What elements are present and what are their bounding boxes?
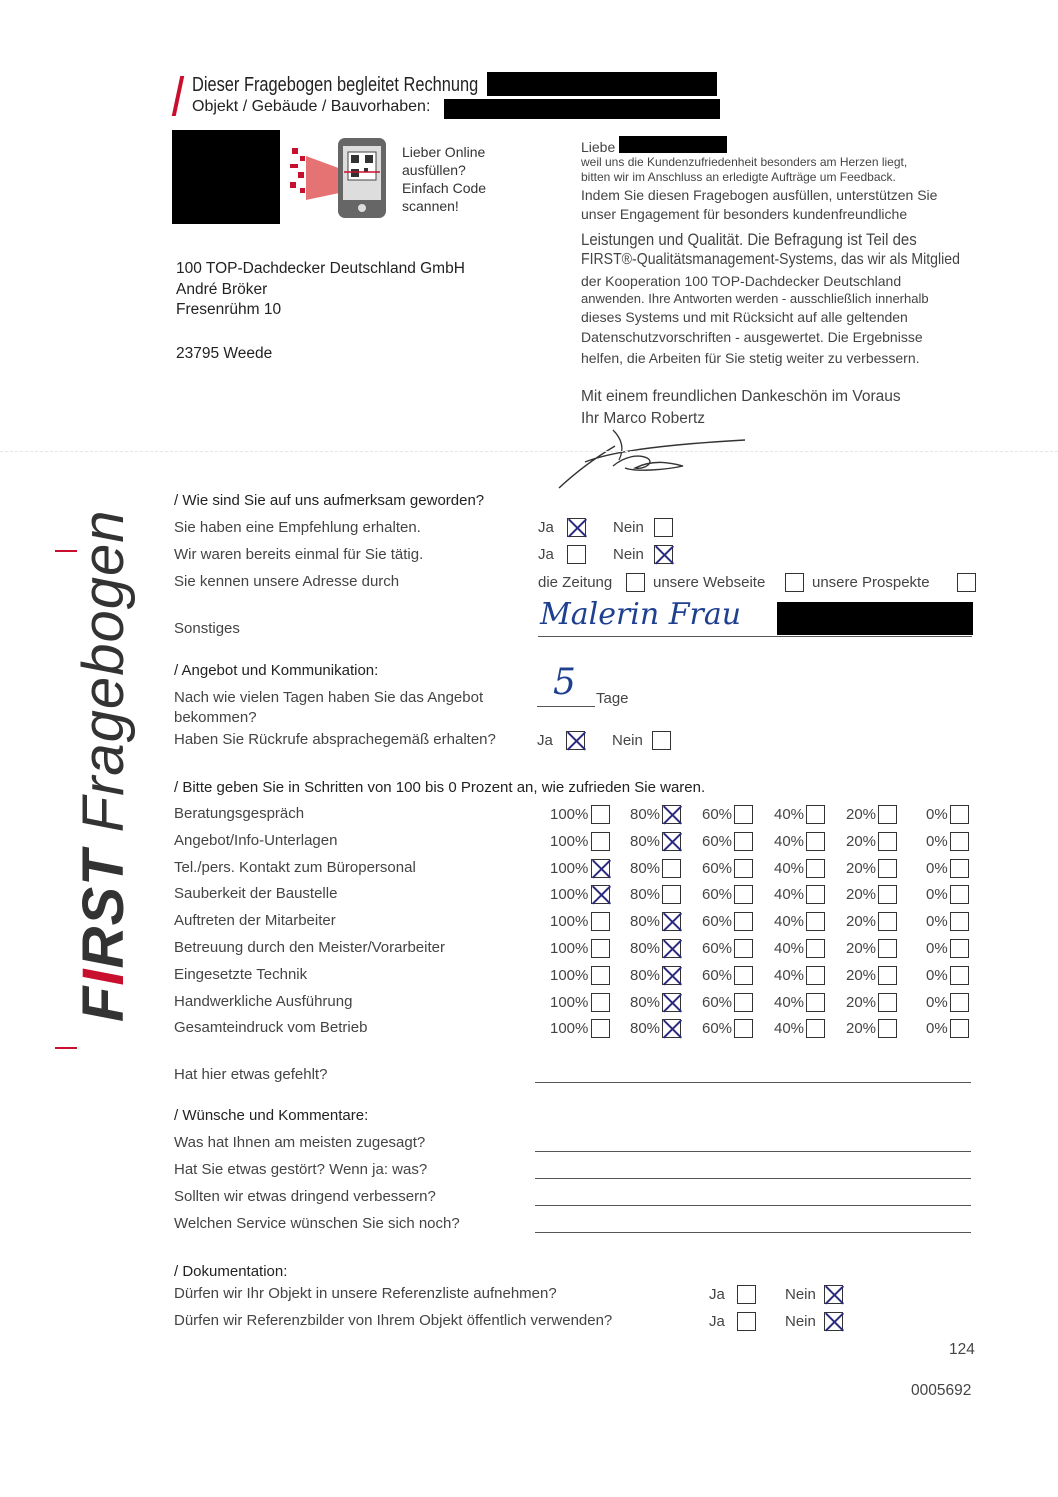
improve-input-line[interactable] — [535, 1205, 971, 1206]
percent-label: 20% — [846, 1020, 877, 1037]
percent-label: 80% — [630, 886, 661, 903]
satisfaction-checkbox[interactable] — [950, 885, 969, 904]
satisfaction-checkbox[interactable] — [591, 859, 610, 878]
address-street: Fresenrühm 10 — [176, 301, 282, 318]
percent-label: 100% — [550, 994, 589, 1011]
sonstiges-handwritten-value: Malerin Frau — [540, 597, 742, 632]
percent-label: 20% — [846, 940, 877, 957]
offer-days-unit: Tage — [596, 690, 629, 707]
letter-line: der Kooperation 100 TOP-Dachdecker Deutschland — [581, 273, 902, 289]
satisfaction-checkbox[interactable] — [591, 993, 610, 1012]
service-input-line[interactable] — [535, 1232, 971, 1233]
offer-days-line[interactable] — [537, 706, 595, 707]
satisfaction-checkbox[interactable] — [734, 939, 753, 958]
page-number: 124 — [949, 1341, 975, 1358]
percent-label: 20% — [846, 886, 877, 903]
satisfaction-checkbox[interactable] — [734, 966, 753, 985]
document-id: 0005692 — [911, 1382, 972, 1399]
letter-line: Datenschutzvorschriften - ausgewertet. Die Ergebnisse — [581, 329, 923, 345]
satisfaction-checkbox[interactable] — [591, 885, 610, 904]
percent-label: 40% — [774, 913, 805, 930]
satisfaction-checkbox[interactable] — [662, 966, 681, 985]
percent-label: 0% — [926, 1020, 948, 1037]
percent-label: 40% — [774, 833, 805, 850]
question-reference-images: Dürfen wir Referenzbilder von Ihrem Objekt öffentlich verwenden? — [174, 1312, 613, 1329]
percent-label: 40% — [774, 1020, 805, 1037]
question-offer-days: Nach wie vielen Tagen haben Sie das Angebot — [174, 689, 484, 706]
satisfaction-checkbox[interactable] — [878, 885, 897, 904]
letter-signer: Ihr Marco Robertz — [581, 410, 706, 427]
question-disturbed: Hat Sie etwas gestört? Wenn ja: was? — [174, 1161, 428, 1178]
letter-line: Leistungen und Qualität. Die Befragung ist Teil des — [581, 230, 917, 249]
redacted-sonstiges — [777, 602, 973, 635]
percent-label: 100% — [550, 913, 589, 930]
percent-label: 60% — [702, 1020, 733, 1037]
webseite-checkbox[interactable] — [785, 573, 804, 592]
percent-label: 100% — [550, 1020, 589, 1037]
percent-label: 20% — [846, 994, 877, 1011]
nein-label: Nein — [613, 546, 644, 563]
percent-label: 80% — [630, 913, 661, 930]
signature-graphic — [555, 418, 755, 492]
satisfaction-checkbox[interactable] — [591, 1019, 610, 1038]
percent-label: 100% — [550, 833, 589, 850]
letter-line: FIRST®-Qualitätsmanagement-Systems, das wir als Mitglied — [581, 251, 960, 268]
nein-label: Nein — [785, 1313, 816, 1330]
satisfaction-checkbox[interactable] — [734, 859, 753, 878]
question-improve: Sollten wir etwas dringend verbessern? — [174, 1188, 436, 1205]
percent-label: 40% — [774, 967, 805, 984]
satisfaction-checkbox[interactable] — [591, 912, 610, 931]
prospekte-checkbox[interactable] — [957, 573, 976, 592]
satisfaction-checkbox[interactable] — [662, 885, 681, 904]
option-zeitung-label: die Zeitung — [538, 574, 613, 591]
satisfaction-checkbox[interactable] — [662, 1019, 681, 1038]
side-tick-bottom — [55, 1047, 77, 1049]
satisfaction-checkbox[interactable] — [734, 885, 753, 904]
disturbed-input-line[interactable] — [535, 1178, 971, 1179]
address-city: 23795 Weede — [176, 345, 273, 362]
percent-label: 40% — [774, 994, 805, 1011]
percent-label: 40% — [774, 940, 805, 957]
percent-label: 60% — [702, 994, 733, 1011]
ja-label: Ja — [709, 1286, 725, 1303]
percent-label: 60% — [702, 913, 733, 930]
phone-qr-scan-icon — [286, 136, 390, 220]
satisfaction-checkbox[interactable] — [878, 805, 897, 824]
question-service: Welchen Service wünschen Sie sich noch? — [174, 1215, 460, 1232]
letter-greeting: Liebe — [581, 139, 616, 155]
header-title: Dieser Fragebogen begleitet Rechnung — [192, 74, 479, 96]
sonstiges-input-line[interactable] — [538, 636, 972, 637]
satisfaction-row-label: Handwerkliche Ausführung — [174, 993, 353, 1010]
percent-label: 80% — [630, 967, 661, 984]
recommendation-ja-checkbox[interactable] — [567, 518, 586, 537]
section-satisfaction-title: / Bitte geben Sie in Schritten von 100 bis 0 Prozent an, wie zufrieden Sie waren. — [174, 779, 706, 796]
fold-line — [0, 451, 1058, 452]
satisfaction-checkbox[interactable] — [591, 805, 610, 824]
percent-label: 60% — [702, 833, 733, 850]
satisfaction-checkbox[interactable] — [806, 966, 825, 985]
satisfaction-checkbox[interactable] — [950, 939, 969, 958]
percent-label: 60% — [702, 860, 733, 877]
satisfaction-checkbox[interactable] — [662, 832, 681, 851]
percent-label: 80% — [630, 940, 661, 957]
satisfaction-checkbox[interactable] — [806, 859, 825, 878]
letter-line: anwenden. Ihre Antworten werden - ausschließlich innerhalb — [581, 291, 929, 306]
satisfaction-row-label: Tel./pers. Kontakt zum Büropersonal — [174, 859, 416, 876]
satisfaction-checkbox[interactable] — [950, 993, 969, 1012]
percent-label: 0% — [926, 967, 948, 984]
letter-line: helfen, die Arbeiten für Sie stetig weiter zu verbessern. — [581, 350, 920, 366]
percent-label: 60% — [702, 886, 733, 903]
percent-label: 60% — [702, 940, 733, 957]
redacted-recipient — [619, 136, 727, 153]
percent-label: 100% — [550, 886, 589, 903]
ja-label: Ja — [537, 732, 553, 749]
letter-line: dieses Systems und mit Rücksicht auf alle geltenden — [581, 309, 908, 325]
zeitung-checkbox[interactable] — [626, 573, 645, 592]
nein-label: Nein — [613, 519, 644, 536]
question-missing: Hat hier etwas gefehlt? — [174, 1066, 328, 1083]
satisfaction-checkbox[interactable] — [950, 805, 969, 824]
header-object-label: Objekt / Gebäude / Bauvorhaben: — [192, 98, 431, 115]
satisfaction-checkbox[interactable] — [591, 939, 610, 958]
liked-input-line[interactable] — [535, 1151, 971, 1152]
satisfaction-checkbox[interactable] — [734, 993, 753, 1012]
satisfaction-checkbox[interactable] — [950, 832, 969, 851]
letter-closing: Mit einem freundlichen Dankeschön im Voraus — [581, 388, 901, 405]
percent-label: 0% — [926, 806, 948, 823]
callbacks-ja-checkbox[interactable] — [566, 731, 585, 750]
percent-label: 80% — [630, 994, 661, 1011]
satisfaction-checkbox[interactable] — [878, 832, 897, 851]
percent-label: 20% — [846, 806, 877, 823]
prior-work-ja-checkbox[interactable] — [567, 545, 586, 564]
satisfaction-checkbox[interactable] — [806, 885, 825, 904]
letter-line: bitten wir im Anschluss an erledigte Aufträge um Feedback. — [581, 170, 896, 184]
satisfaction-checkbox[interactable] — [662, 912, 681, 931]
satisfaction-checkbox[interactable] — [950, 1019, 969, 1038]
question-offer-days-cont: bekommen? — [174, 709, 257, 726]
ja-label: Ja — [538, 546, 554, 563]
satisfaction-row-label: Auftreten der Mitarbeiter — [174, 912, 336, 929]
percent-label: 0% — [926, 886, 948, 903]
reference-images-ja-checkbox[interactable] — [737, 1312, 756, 1331]
satisfaction-checkbox[interactable] — [878, 966, 897, 985]
offer-days-value: 5 — [553, 662, 576, 703]
percent-label: 80% — [630, 860, 661, 877]
percent-label: 100% — [550, 940, 589, 957]
section-awareness-title: / Wie sind Sie auf uns aufmerksam geworden? — [174, 492, 485, 509]
redacted-object — [444, 99, 720, 119]
satisfaction-checkbox[interactable] — [878, 939, 897, 958]
satisfaction-checkbox[interactable] — [950, 966, 969, 985]
satisfaction-checkbox[interactable] — [878, 993, 897, 1012]
percent-label: 0% — [926, 913, 948, 930]
satisfaction-checkbox[interactable] — [806, 1019, 825, 1038]
satisfaction-checkbox[interactable] — [806, 832, 825, 851]
satisfaction-checkbox[interactable] — [950, 859, 969, 878]
percent-label: 0% — [926, 860, 948, 877]
percent-label: 80% — [630, 806, 661, 823]
percent-label: 20% — [846, 967, 877, 984]
satisfaction-checkbox[interactable] — [806, 939, 825, 958]
satisfaction-checkbox[interactable] — [734, 1019, 753, 1038]
satisfaction-checkbox[interactable] — [806, 805, 825, 824]
satisfaction-checkbox[interactable] — [806, 912, 825, 931]
missing-input-line[interactable] — [535, 1082, 971, 1083]
ja-label: Ja — [538, 519, 554, 536]
satisfaction-checkbox[interactable] — [662, 859, 681, 878]
letter-line: unser Engagement für besonders kundenfreundliche — [581, 206, 908, 222]
percent-label: 20% — [846, 913, 877, 930]
percent-label: 40% — [774, 886, 805, 903]
header-accent-bar — [172, 76, 185, 116]
percent-label: 60% — [702, 967, 733, 984]
question-callbacks: Haben Sie Rückrufe absprachegemäß erhalten? — [174, 731, 496, 748]
satisfaction-checkbox[interactable] — [734, 805, 753, 824]
address-person: André Bröker — [176, 281, 268, 298]
percent-label: 20% — [846, 833, 877, 850]
question-liked: Was hat Ihnen am meisten zugesagt? — [174, 1134, 426, 1151]
question-prior-work: Wir waren bereits einmal für Sie tätig. — [174, 546, 424, 563]
section-documentation-title: / Dokumentation: — [174, 1263, 288, 1280]
section-offer-title: / Angebot und Kommunikation: — [174, 662, 379, 679]
qr-instruction: Lieber Online ausfüllen? Einfach Code scannen! — [402, 144, 487, 214]
satisfaction-row-label: Eingesetzte Technik — [174, 966, 308, 983]
percent-label: 100% — [550, 860, 589, 877]
satisfaction-checkbox[interactable] — [662, 993, 681, 1012]
reference-list-ja-checkbox[interactable] — [737, 1285, 756, 1304]
percent-label: 100% — [550, 806, 589, 823]
percent-label: 0% — [926, 833, 948, 850]
section-wishes-title: / Wünsche und Kommentare: — [174, 1107, 369, 1124]
percent-label: 20% — [846, 860, 877, 877]
reference-images-nein-checkbox[interactable] — [824, 1312, 843, 1331]
side-title: FIRST Fragebogen — [71, 509, 136, 1022]
percent-label: 0% — [926, 994, 948, 1011]
nein-label: Nein — [785, 1286, 816, 1303]
satisfaction-row-label: Sauberkeit der Baustelle — [174, 885, 338, 902]
satisfaction-row-label: Gesamteindruck vom Betrieb — [174, 1019, 368, 1036]
nein-label: Nein — [612, 732, 643, 749]
redacted-qr-code — [172, 130, 280, 224]
satisfaction-row-label: Angebot/Info-Unterlagen — [174, 832, 338, 849]
question-address-source: Sie kennen unsere Adresse durch — [174, 573, 400, 590]
ja-label: Ja — [709, 1313, 725, 1330]
option-webseite-label: unsere Webseite — [653, 574, 766, 591]
percent-label: 100% — [550, 967, 589, 984]
address-company: 100 TOP-Dachdecker Deutschland GmbH — [176, 260, 465, 277]
letter-line: Indem Sie diesen Fragebogen ausfüllen, unterstützen Sie — [581, 187, 938, 203]
satisfaction-checkbox[interactable] — [878, 859, 897, 878]
percent-label: 60% — [702, 806, 733, 823]
reference-list-nein-checkbox[interactable] — [824, 1285, 843, 1304]
option-prospekte-label: unsere Prospekte — [812, 574, 930, 591]
satisfaction-checkbox[interactable] — [591, 966, 610, 985]
satisfaction-checkbox[interactable] — [806, 993, 825, 1012]
question-sonstiges: Sonstiges — [174, 620, 240, 637]
satisfaction-checkbox[interactable] — [734, 912, 753, 931]
recommendation-nein-checkbox[interactable] — [654, 518, 673, 537]
question-recommendation: Sie haben eine Empfehlung erhalten. — [174, 519, 421, 536]
satisfaction-checkbox[interactable] — [878, 1019, 897, 1038]
percent-label: 0% — [926, 940, 948, 957]
satisfaction-checkbox[interactable] — [591, 832, 610, 851]
redacted-invoice-number — [487, 72, 717, 96]
letter-line: weil uns die Kundenzufriedenheit besonders am Herzen liegt, — [581, 155, 908, 169]
satisfaction-row-label: Beratungsgespräch — [174, 805, 305, 822]
percent-label: 40% — [774, 860, 805, 877]
satisfaction-checkbox[interactable] — [950, 912, 969, 931]
satisfaction-checkbox[interactable] — [878, 912, 897, 931]
percent-label: 80% — [630, 833, 661, 850]
satisfaction-checkbox[interactable] — [662, 939, 681, 958]
satisfaction-checkbox[interactable] — [734, 832, 753, 851]
question-reference-list: Dürfen wir Ihr Objekt in unsere Referenzliste aufnehmen? — [174, 1285, 557, 1302]
percent-label: 80% — [630, 1020, 661, 1037]
satisfaction-checkbox[interactable] — [662, 805, 681, 824]
prior-work-nein-checkbox[interactable] — [654, 545, 673, 564]
percent-label: 40% — [774, 806, 805, 823]
satisfaction-row-label: Betreuung durch den Meister/Vorarbeiter — [174, 939, 445, 956]
callbacks-nein-checkbox[interactable] — [652, 731, 671, 750]
